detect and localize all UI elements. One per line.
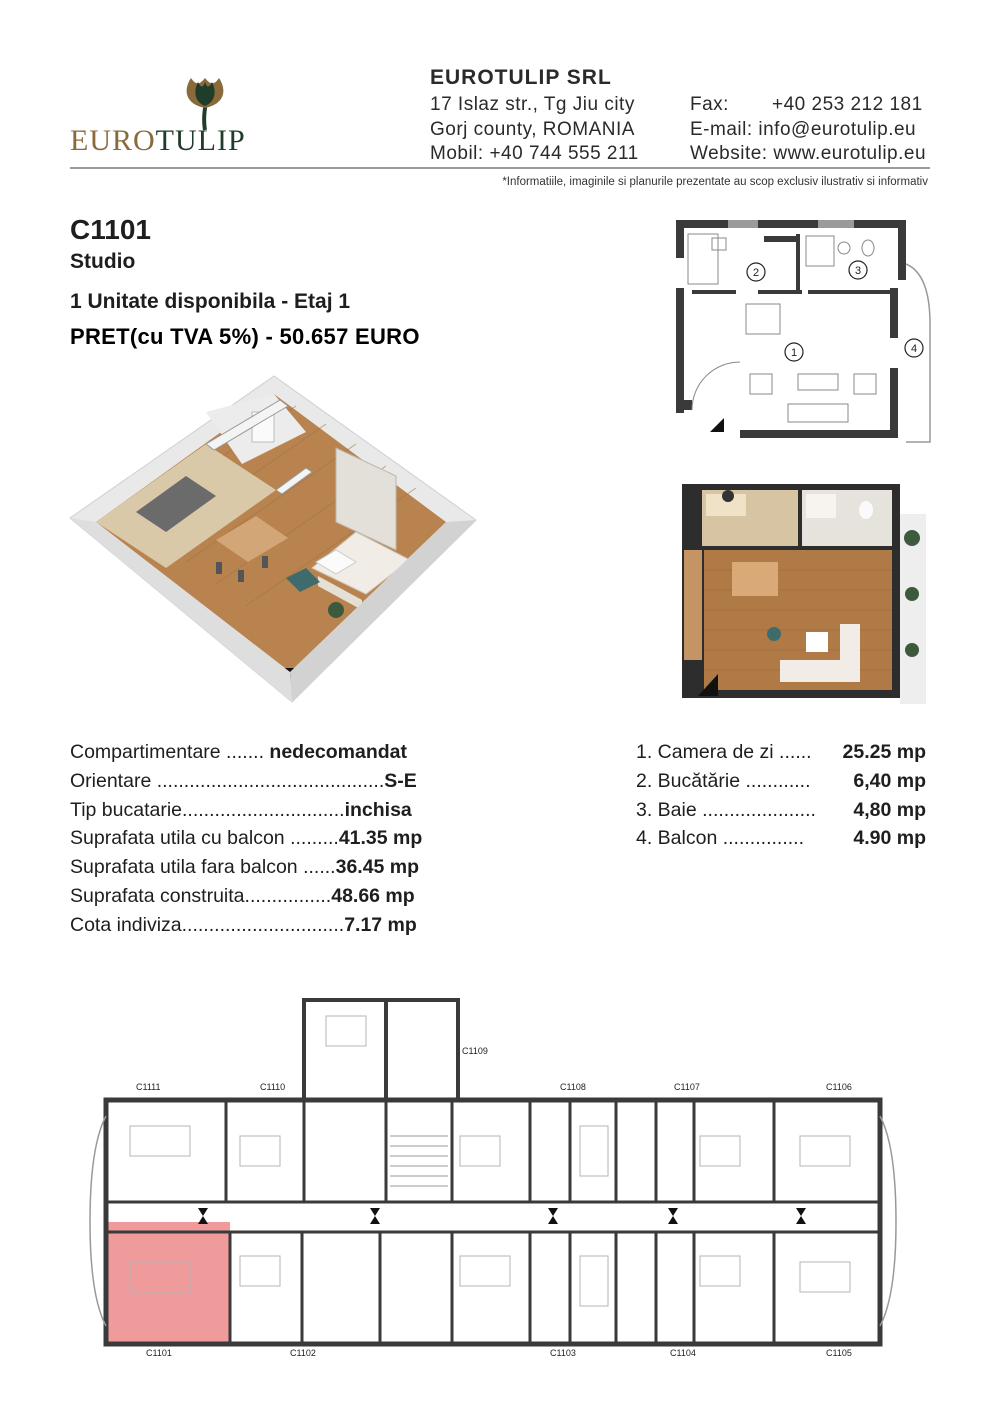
room-area: 6,40 mp bbox=[853, 769, 926, 792]
building-floor-plan bbox=[80, 996, 920, 1364]
fax-label: Fax: bbox=[690, 94, 729, 115]
spec-dots: ....... bbox=[220, 741, 270, 763]
spec-dots: ......... bbox=[290, 827, 339, 850]
spec-row bbox=[70, 911, 422, 940]
spec-label: Suprafata construita bbox=[70, 884, 245, 907]
unit-label-c1101: C1101 bbox=[146, 1348, 172, 1358]
logo-word-tulip: TULIP bbox=[155, 124, 246, 157]
plan-marker-4: 4 bbox=[910, 343, 918, 355]
unit-label-c1105: C1105 bbox=[826, 1348, 852, 1358]
room-label: 2. Bucătărie ............ bbox=[636, 769, 811, 792]
spec-value: 48.66 mp bbox=[331, 884, 415, 907]
spec-row bbox=[70, 824, 422, 853]
spec-value: S-E bbox=[384, 769, 417, 792]
spec-label: Suprafata utila fara balcon bbox=[70, 856, 304, 879]
unit-type: Studio bbox=[70, 250, 136, 273]
unit-label-c1106: C1106 bbox=[826, 1082, 852, 1092]
unit-label-c1110: C1110 bbox=[260, 1082, 286, 1092]
room-label: 1. Camera de zi ...... bbox=[636, 741, 812, 763]
unit-code: C1101 bbox=[70, 214, 151, 245]
spec-value: 41.35 mp bbox=[338, 827, 423, 850]
website-link[interactable]: Website: www.eurotulip.eu bbox=[690, 143, 927, 164]
contact-info-block bbox=[690, 93, 926, 167]
plan-marker-3: 3 bbox=[854, 265, 862, 277]
spec-label: Tip bucatarie bbox=[70, 798, 183, 821]
spec-row bbox=[70, 882, 422, 911]
unit-label-c1103: C1103 bbox=[550, 1348, 576, 1358]
unit-label-c1102: C1102 bbox=[290, 1348, 316, 1358]
logo-word-euro: EURO bbox=[70, 124, 156, 157]
apartment-top-render bbox=[676, 474, 930, 710]
spec-row bbox=[70, 767, 422, 796]
spec-value: inchisa bbox=[344, 798, 412, 821]
room-row bbox=[636, 824, 936, 853]
header-divider bbox=[70, 167, 930, 169]
address-line-1: 17 Islaz str., Tg Jiu city bbox=[430, 94, 635, 115]
room-area: 4.90 mp bbox=[853, 827, 926, 850]
spec-value: 36.45 mp bbox=[335, 856, 420, 879]
unit-label-c1109: C1109 bbox=[462, 1046, 488, 1056]
mobile-number: Mobil: +40 744 555 211 bbox=[430, 143, 639, 164]
spec-dots: .............................. bbox=[182, 798, 345, 821]
disclaimer-note: *Informatiile, imaginile si planurile prezentate au scop exclusiv ilustrativ si informativ bbox=[502, 176, 928, 188]
room-areas-list bbox=[636, 738, 936, 853]
room-row bbox=[636, 767, 936, 796]
spec-value: 7.17 mp bbox=[344, 913, 417, 936]
eurotulip-logo bbox=[70, 72, 330, 172]
spec-dots: .............................. bbox=[181, 913, 345, 936]
spec-row bbox=[70, 738, 422, 767]
plan-marker-1: 1 bbox=[790, 347, 798, 359]
unit-availability: 1 Unitate disponibila - Etaj 1 bbox=[70, 290, 351, 313]
unit-label-c1104: C1104 bbox=[670, 1348, 696, 1358]
plan-marker-2: 2 bbox=[752, 267, 760, 279]
spec-dots: ...... bbox=[303, 856, 336, 879]
company-name: EUROTULIP SRL bbox=[430, 66, 612, 89]
spec-row bbox=[70, 853, 422, 882]
fax-row bbox=[690, 93, 926, 118]
unit-price: PRET(cu TVA 5%) - 50.657 EURO bbox=[70, 324, 420, 349]
room-row bbox=[636, 738, 936, 767]
highlighted-unit-c1101[interactable] bbox=[106, 1222, 230, 1344]
email-address[interactable]: E-mail: info@eurotulip.eu bbox=[690, 118, 917, 140]
spec-dots: ................ bbox=[244, 884, 332, 907]
spec-dots: .......................................... bbox=[156, 769, 385, 792]
room-label: 3. Baie ..................... bbox=[636, 798, 816, 821]
unit-label-c1107: C1107 bbox=[674, 1082, 700, 1092]
spec-label: Compartimentare bbox=[70, 741, 221, 763]
spec-value: nedecomandat bbox=[269, 741, 408, 763]
apartment-floor-plan bbox=[668, 214, 934, 448]
spec-row bbox=[70, 796, 422, 825]
room-label: 4. Balcon ............... bbox=[636, 827, 804, 850]
spec-label: Orientare bbox=[70, 769, 157, 792]
room-row bbox=[636, 796, 936, 825]
spec-label: Cota indiviza bbox=[70, 913, 182, 936]
spec-label: Suprafata utila cu balcon bbox=[70, 827, 291, 850]
address-line-2: Gorj county, ROMANIA bbox=[430, 118, 635, 140]
unit-label-c1111: C1111 bbox=[136, 1082, 161, 1092]
contact-address-block bbox=[430, 93, 639, 167]
room-area: 4,80 mp bbox=[853, 798, 926, 821]
tulip-icon bbox=[165, 72, 245, 132]
room-area: 25.25 mp bbox=[842, 741, 926, 763]
unit-label-c1108: C1108 bbox=[560, 1082, 586, 1092]
isometric-3d-render bbox=[66, 372, 478, 708]
fax-number: +40 253 212 181 bbox=[772, 94, 923, 115]
unit-specifications bbox=[70, 738, 422, 940]
